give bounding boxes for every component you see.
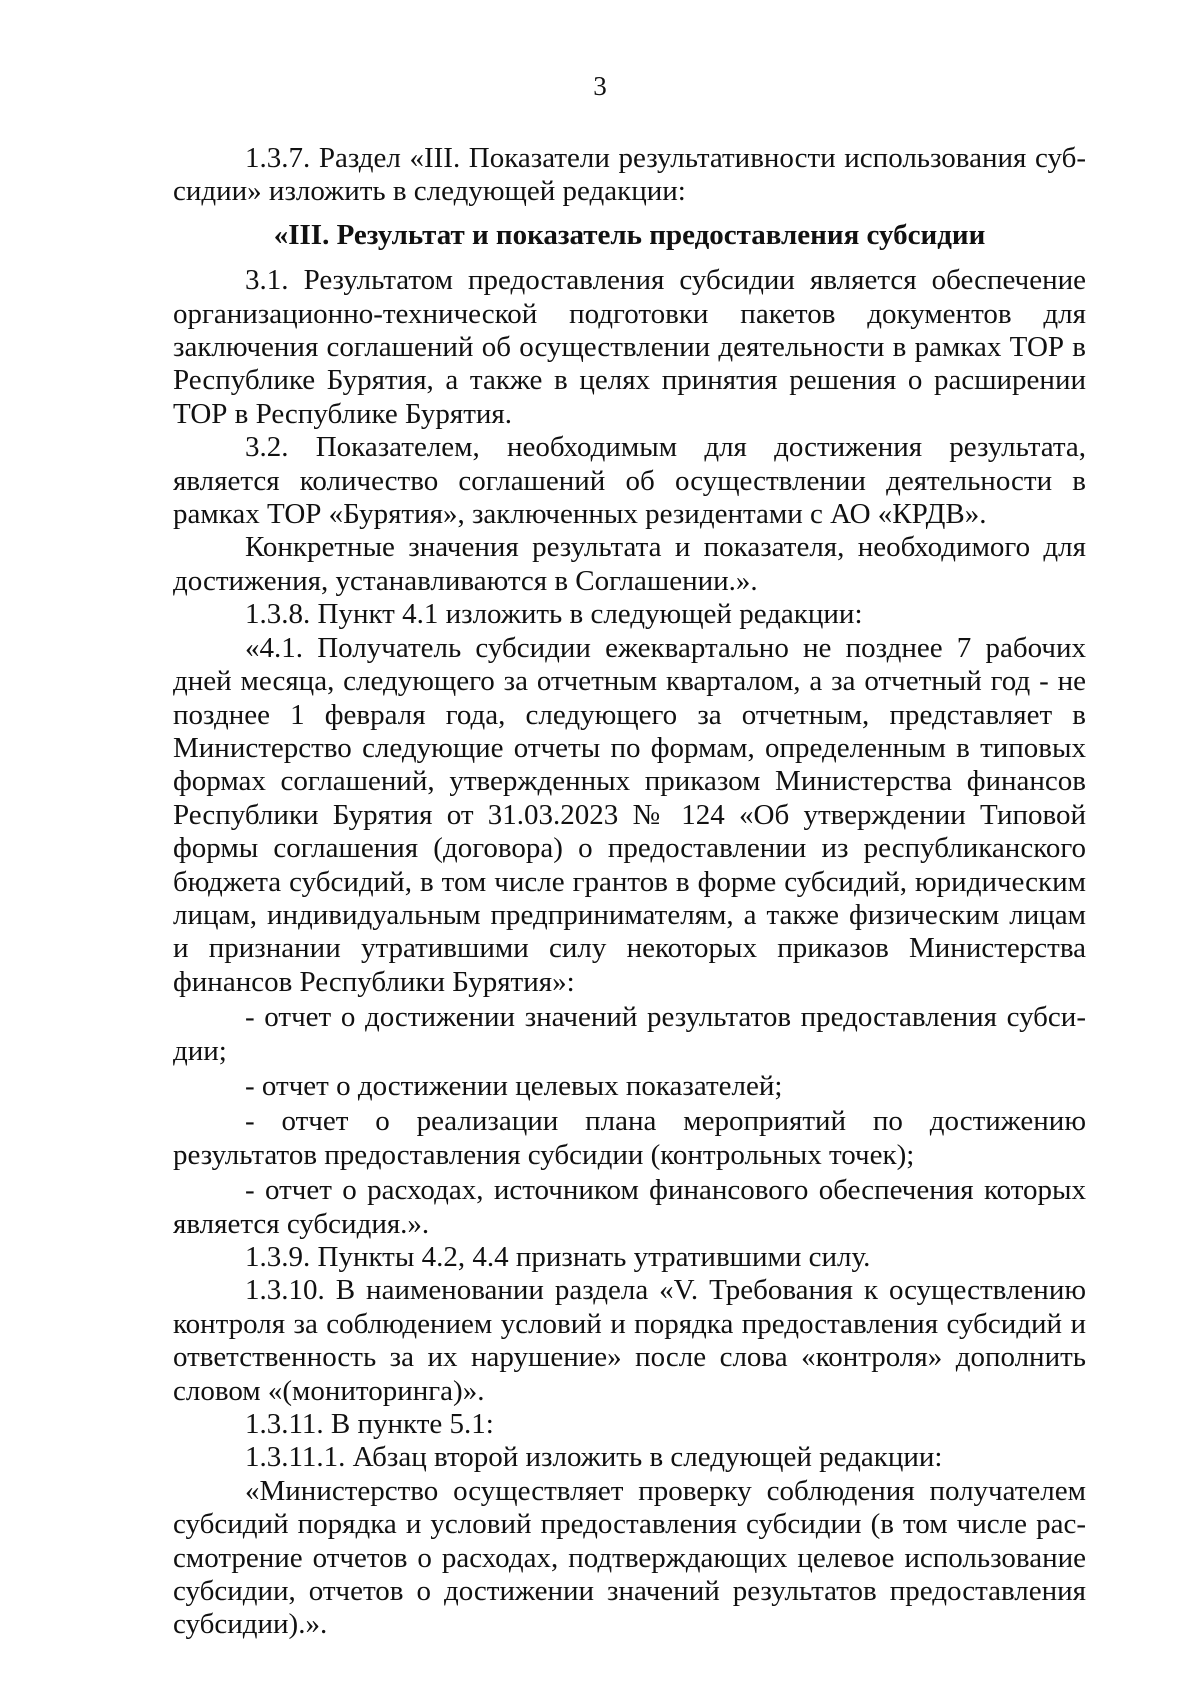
paragraph-ministry-check: «Министерство осуществляет проверку соблюдения получателем субсидий порядка и условий предоставления субсидии (в том числе рассмотрение отчетов о расходах, подтверждающих целевое использование субсидии, отчетов о достижении значений результатов предоставления субсидии).». (173, 1474, 1086, 1641)
paragraph-specific-values: Конкретные значения результата и показателя, необходимого для достижения, устанавливаются в Соглашении.». (173, 531, 1086, 597)
paragraph-3-2: 3.2. Показателем, необходимым для достижения результата, является количество соглашений об осуществлении деятельности в рамках ТОР «Бурятия», заключенных резидентами с АО «КРДВ». (173, 431, 1086, 531)
list-item-report-plan: - отчет о реализации плана мероприятий по достижению результатов предоставления субсидии (контрольных точек); (173, 1105, 1086, 1171)
document-body (173, 142, 1086, 1642)
paragraph-1-3-11: 1.3.11. В пункте 5.1: (245, 1408, 494, 1441)
page-number: 3 (593, 71, 607, 101)
paragraph-4-1: «4.1. Получатель субсидии ежеквартально не позднее 7 рабочих дней месяца, следующего за отчетным кварталом, а за отчетный год - не позднее 1 февраля года, следующего за отчетным, представляет в Министерство следующие отчеты по формам, определенным в типовых формах соглашений, утвержденных приказом Министерства финансов Республики Бурятия от 31.03.2023 № 124 «Об утверждении Типовой формы соглашения (договора) о предоставлении из республиканского бюджета субсидий, в том числе грантов в форме субсидий, юридическим лицам, индивидуальным предпринимателям, а также физическим лицам и признании утратившими силу некоторых приказов Министерства финансов Республики Бурятия»: (173, 631, 1086, 998)
paragraph-1-3-8: 1.3.8. Пункт 4.1 изложить в следующей редакции: (245, 598, 863, 631)
paragraph-3-1: 3.1. Результатом предоставления субсидии является обеспечение организационно-технической подготовки пакетов документов для заключения соглашений об осуществлении деятельности в рамках ТОР в Республике Бурятия, а также в целях принятия решения о расширении ТОР в Республике Бурятия. (173, 264, 1086, 430)
list-item-report-results: - отчет о достижении значений результатов предоставления субсидии; (173, 1001, 1086, 1067)
paragraph-1-3-7: 1.3.7. Раздел «III. Показатели результативности использования субсидии» изложить в следующей редакции: (173, 142, 1086, 208)
section-title: «III. Результат и показатель предоставления субсидии (273, 218, 986, 251)
paragraph-1-3-9: 1.3.9. Пункты 4.2, 4.4 признать утратившими силу. (245, 1241, 871, 1273)
paragraph-1-3-11-1: 1.3.11.1. Абзац второй изложить в следующей редакции: (245, 1441, 943, 1474)
list-item-report-expenses: - отчет о расходах, источником финансового обеспечения которых является субсидия.». (173, 1174, 1086, 1240)
list-item-report-targets: - отчет о достижении целевых показателей; (245, 1069, 783, 1102)
paragraph-1-3-10: 1.3.10. В наименовании раздела «V. Требования к осуществлению контроля за соблюдением условий и порядка предоставления субсидий и ответственность за их нарушение» после слова «контроля» дополнить словом «(мониторинга)». (173, 1274, 1086, 1407)
